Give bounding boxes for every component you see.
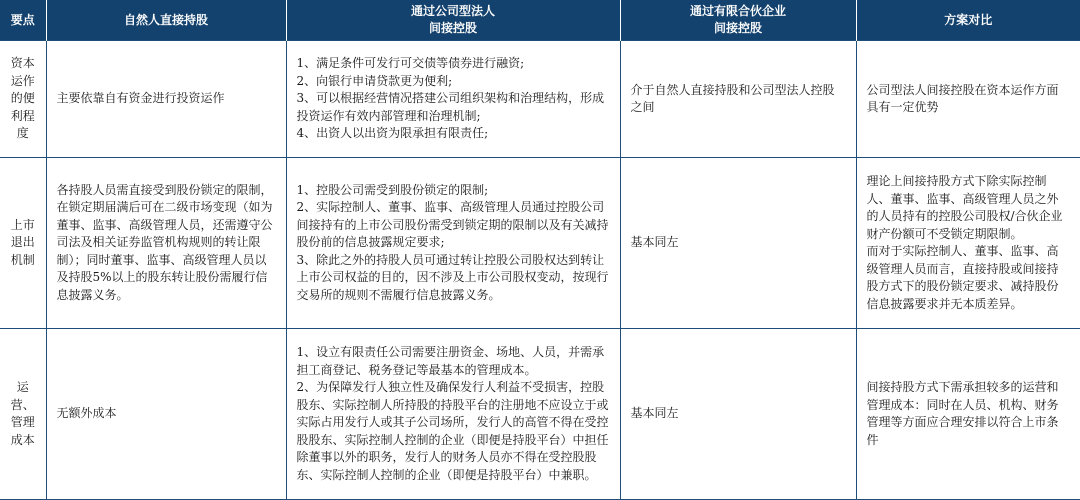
cell-limited-partnership: 基本同左 (620, 158, 856, 329)
row-key-listing-exit: 上市 退出 机制 (0, 158, 46, 329)
header-corporate-holding: 通过公司型法人 间接控股 (286, 0, 620, 41)
row-key-capital-operation: 资本 运作 的便 利程 度 (0, 41, 46, 158)
header-natural-person: 自然人直接持股 (46, 0, 286, 41)
table-row (0, 41, 1080, 158)
table-row (0, 329, 1080, 500)
cell-limited-partnership: 介于自然人直接持股和公司型法人控股之间 (620, 41, 856, 158)
row-key-operating-cost: 运营、 管理 成本 (0, 329, 46, 500)
header-limited-partnership: 通过有限合伙企业 间接控股 (620, 0, 856, 41)
cell-limited-partnership: 基本同左 (620, 329, 856, 500)
cell-natural-person: 各持股人员需直接受到股份锁定的限制，在锁定期届满后可在二级市场变现（如为董事、监事、高级管理人员，还需遵守公司法及相关证券监管机构规则的转让限制）；同时董事、监事、高级管理人员以及持股5%以上的股东转让股份需履行信息披露义务。 (46, 158, 286, 329)
cell-comparison: 理论上间接持股方式下除实际控制人、董事、监事、高级管理人员之外的人员持有的控股公司股权/合伙企业财产份额可不受锁定期限制。 而对于实际控制人、董事、监事、高级管理人员而言，直接持股或间接持股方式下的股份锁定要求、减持股份信息披露要求并无本质差异。 (856, 158, 1080, 329)
header-comparison: 方案对比 (856, 0, 1080, 41)
cell-corporate-holding: 1、满足条件可发行可交债等债券进行融资; 2、向银行申请贷款更为便利; 3、可以根据经营情况搭建公司组织架构和治理结构，形成投资运作有效内部管理和治理机制; 4、出资人以出资为限承担有限责任; (286, 41, 620, 158)
cell-natural-person: 无额外成本 (46, 329, 286, 500)
header-key-point: 要点 (0, 0, 46, 41)
cell-corporate-holding: 1、设立有限责任公司需要注册资金、场地、人员，并需承担工商登记、税务登记等最基本的管理成本。 2、为保障发行人独立性及确保发行人利益不受损害，控股股东、实际控制人所持股的持股平台的注册地不应设立于或实际占用发行人或其子公司场所，发行人的高管不得在受控股股东、实际控制人控制的企业（即便是持股平台）中担任除董事以外的职务，发行人的财务人员亦不得在受控股股东、实际控制人控制的企业（即便是持股平台）中兼职。 (286, 329, 620, 500)
cell-comparison: 间接持股方式下需承担较多的运营和管理成本：同时在人员、机构、财务 管理等方面应合理安排以符合上市条件 (856, 329, 1080, 500)
header-row (0, 0, 1080, 41)
table-row (0, 158, 1080, 329)
cell-natural-person: 主要依靠自有资金进行投资运作 (46, 41, 286, 158)
cell-corporate-holding: 1、控股公司需受到股份锁定的限制; 2、实际控制人、董事、监事、高级管理人员通过控股公司间接持有的上市公司股份需受到锁定期的限制以及有关减持股份前的信息披露规定要求; 3、除此之外的持股人员可通过转让控股公司股权达到转让上市公司权益的目的，因不涉及上市公司股权变动，按现行交易所的规则不需履行信息披露义务。 (286, 158, 620, 329)
cell-comparison: 公司型法人间接控股在资本运作方面具有一定优势 (856, 41, 1080, 158)
